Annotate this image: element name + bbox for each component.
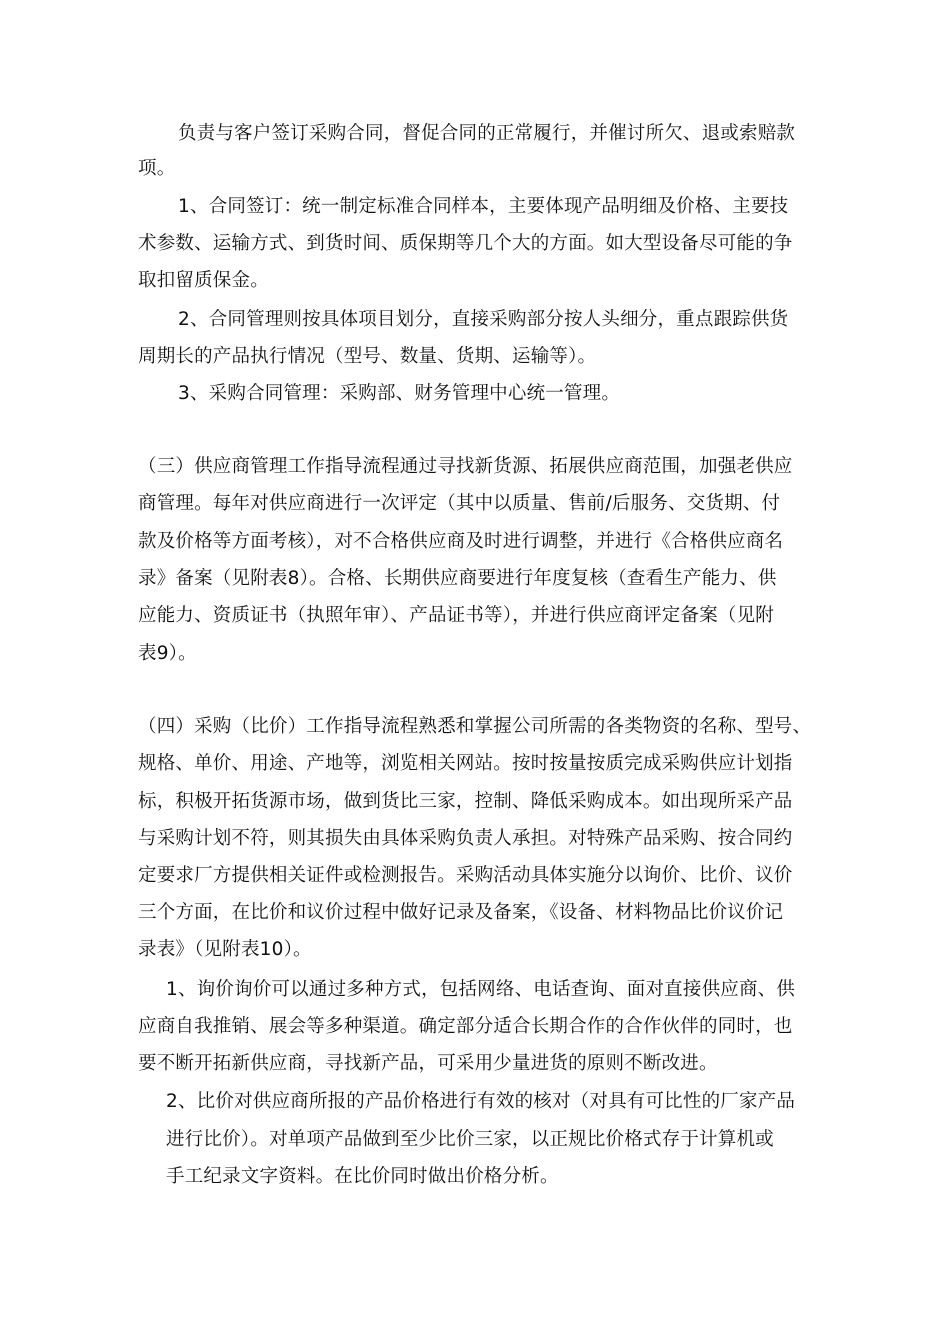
paragraph-line: 录》备案（见附表8）。合格、长期供应商要进行年度复核（查看生产能力、供 [138, 568, 777, 589]
section-heading-line: （四）采购（比价）工作指导流程熟悉和掌握公司所需的各类物资的名称、型号、 [138, 716, 812, 737]
paragraph-line: 1、合同签订：统一制定标准合同样本，主要体现产品明细及价格、主要技 [178, 196, 789, 217]
section-heading-line: （三）供应商管理工作指导流程通过寻找新货源、拓展供应商范围，加强老供应 [138, 456, 793, 477]
paragraph-line: 项。 [138, 158, 176, 179]
paragraph-line: 标，积极开拓货源市场，做到货比三家，控制、降低采购成本。如出现所采产品 [138, 791, 793, 812]
paragraph-line: 术参数、运输方式、到货时间、质保期等几个大的方面。如大型设备尽可能的争 [138, 233, 793, 254]
paragraph-line: 与采购计划不符，则其损失由具体采购负责人承担。对特殊产品采购、按合同约 [138, 828, 793, 849]
paragraph-line: 负责与客户签订采购合同，督促合同的正常履行，并催讨所欠、退或索赔款 [178, 123, 796, 144]
paragraph-line: 2、比价对供应商所报的产品价格进行有效的核对（对具有可比性的厂家产品 [166, 1091, 796, 1112]
paragraph-line: 手工纪录文字资料。在比价同时做出价格分析。 [166, 1166, 559, 1187]
paragraph-line: 三个方面，在比价和议价过程中做好记录及备案，《设备、材料物品比价议价记 [138, 902, 784, 923]
paragraph-line: 规格、单价、用途、产地等，浏览相关网站。按时按量按质完成采购供应计划指 [138, 753, 793, 774]
paragraph-line: 进行比价）。对单项产品做到至少比价三家，以正规比价格式存于计算机或 [166, 1129, 774, 1150]
paragraph-line: 定要求厂方提供相关证件或检测报告。采购活动具体实施分以询价、比价、议价 [138, 865, 793, 886]
paragraph-line: 2、合同管理则按具体项目划分，直接采购部分按人头细分，重点跟踪供货 [178, 309, 789, 330]
paragraph-line: 表9）。 [138, 643, 197, 664]
paragraph-line: 商管理。每年对供应商进行一次评定（其中以质量、售前/后服务、交货期、付 [138, 493, 781, 514]
paragraph-line: 要不断开拓新供应商，寻找新产品，可采用少量进货的原则不断改进。 [138, 1053, 718, 1074]
paragraph-line: 应能力、资质证书（执照年审）、产品证书等），并进行供应商评定备案（见附 [138, 605, 775, 626]
paragraph-line: 录表》（见附表10）。 [138, 939, 312, 960]
paragraph-line: 周期长的产品执行情况（型号、数量、货期、运输等）。 [138, 346, 597, 367]
paragraph-line: 3、采购合同管理：采购部、财务管理中心统一管理。 [178, 383, 621, 404]
paragraph-line: 取扣留质保金。 [138, 270, 269, 291]
paragraph-line: 1、询价询价可以通过多种方式，包括网络、电话查询、面对直接供应商、供 [166, 979, 796, 1000]
paragraph-line: 应商自我推销、展会等多种渠道。确定部分适合长期合作的合作伙伴的同时，也 [138, 1016, 793, 1037]
paragraph-line: 款及价格等方面考核），对不合格供应商及时进行调整，并进行《合格供应商名 [138, 531, 784, 552]
